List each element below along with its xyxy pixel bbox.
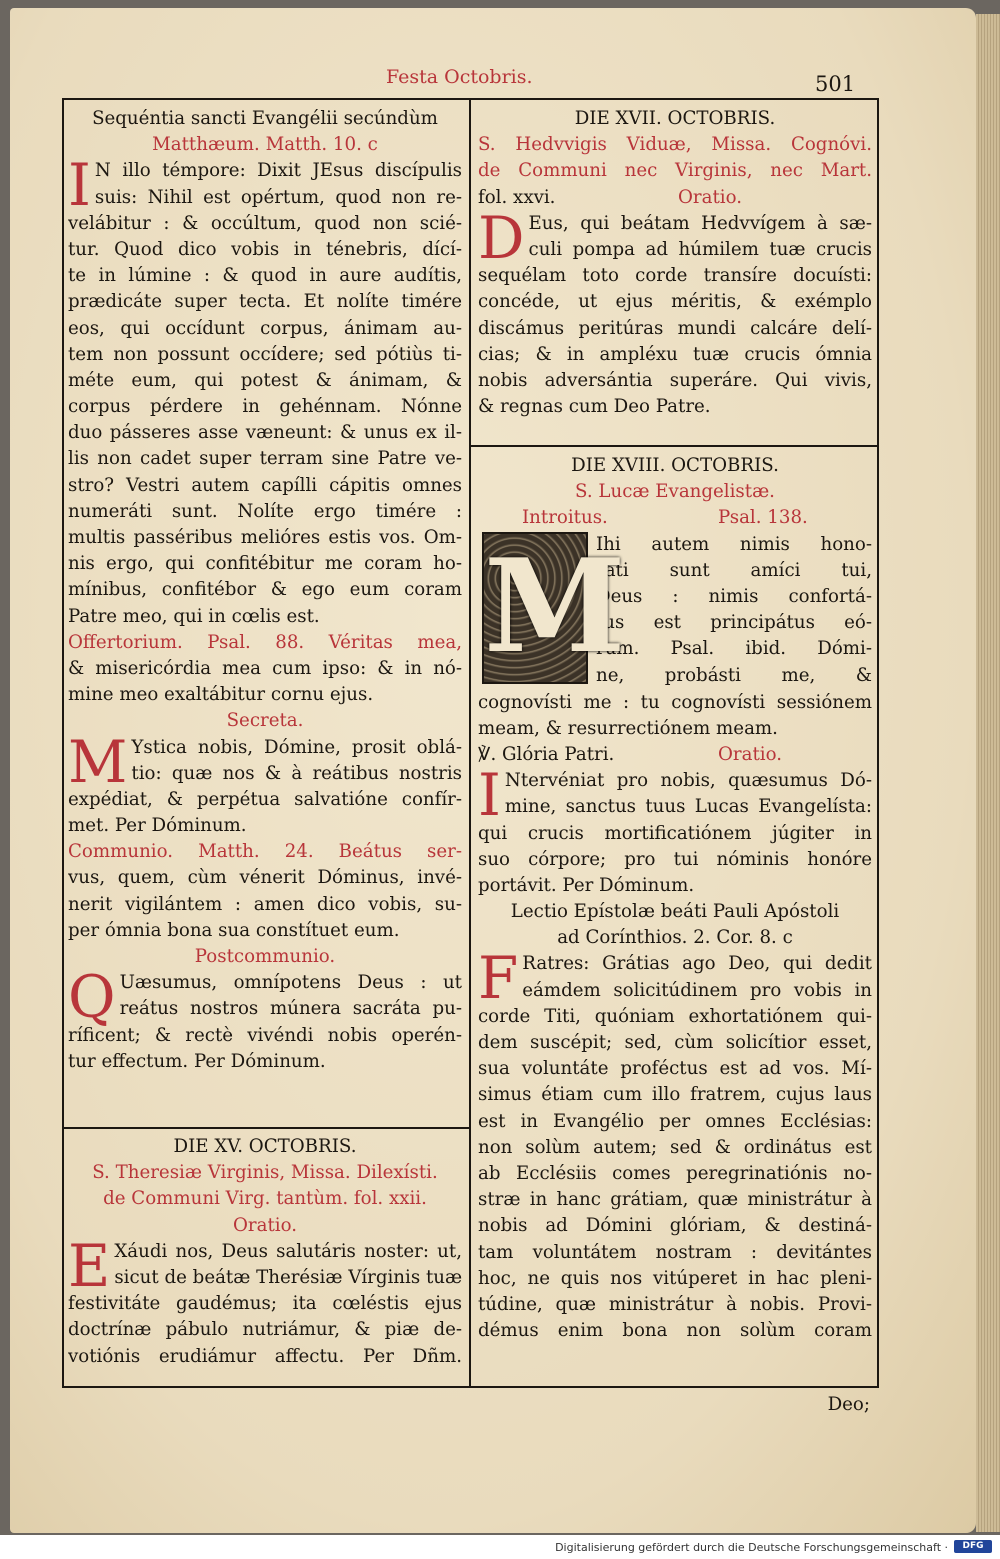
text-line: corpus pérdere in gehénnam. Nónne	[68, 396, 462, 418]
day17-section	[478, 106, 872, 420]
text-line: lis non cadet super terram sine Patre ve-	[68, 448, 462, 470]
day18-title: DIE XVIII. OCTOBRIS.	[571, 455, 779, 476]
text-line: Eus, qui beátam Hedvvígem à sæ-	[528, 212, 872, 234]
text-line: expédiat, & perpétua salvatióne confír-	[68, 788, 462, 810]
text-line: Offertorium. Psal. 88. Véritas mea,	[68, 631, 462, 653]
text-line: votiónis erudiámur affectu. Per Dñm.	[68, 1345, 462, 1367]
text-line: eos, qui occídunt corpus, ánimam au-	[68, 317, 462, 339]
text-line: Sequéntia sancti Evangélii secúndùm	[92, 108, 438, 129]
text-line: ríficent; & rectè vivéndi nobis operén-	[68, 1024, 462, 1046]
text-line: Deus : nimis confortá-	[596, 585, 872, 607]
running-head: Festa Octobris.	[386, 66, 533, 88]
text-line: velábitur : & occúltum, quod non scié-	[68, 212, 462, 234]
day17-mass: S. Hedvvigis Viduæ, Missa. Cognóvi.	[478, 134, 872, 156]
day18-oratio: Oratio.	[718, 743, 782, 765]
text-line: duo pásseres asse væneunt: & unus ex il-	[68, 422, 462, 444]
drop-capital-f: F	[478, 944, 519, 1013]
initial-letter-m: M	[484, 531, 626, 682]
text-line: numeráti sunt. Nolíte ergo timére :	[68, 500, 462, 522]
text-line: meam, & resurrectiónem meam.	[478, 717, 778, 739]
text-line: vus, quem, cùm vénerit Dóminus, invé-	[68, 867, 462, 889]
text-line: ne, probásti me, &	[596, 664, 872, 686]
text-line: sua voluntáte proféctus est ad vos. Mí-	[478, 1058, 872, 1080]
text-line: dem suscépit; sed, cùm solicítior esset,	[478, 1032, 872, 1053]
text-line: túdine, quæ ministrátur à nobis. Provi-	[478, 1293, 872, 1315]
text-line: cias; & in ampléxu tuæ crucis ómnia	[478, 343, 872, 365]
introitus-label: Introitus.	[522, 507, 608, 529]
center-rule	[469, 98, 471, 1388]
text-line: sequélam toto corde transíre docuísti:	[478, 265, 872, 287]
text-line: Ystica nobis, Dómine, prosit oblá-	[131, 736, 462, 758]
text-line: discámus peritúras mundi calcáre delí-	[478, 317, 872, 339]
versicle-gloria: ℣. Glória Patri.	[478, 743, 615, 765]
text-line: tam voluntátem nostram : devitántes	[478, 1241, 872, 1263]
text-line: te in lúmine : & quod in aure audítis,	[68, 265, 462, 287]
text-line: suo córpore; pro tui nóminis honóre	[478, 848, 872, 870]
left-section-rule	[62, 1127, 470, 1129]
text-line: nobis ad Dómini glóriam, & destiná-	[478, 1215, 872, 1237]
day15-section	[68, 1134, 462, 1370]
text-line: tio: quæ nos & à reátibus nostris	[131, 762, 462, 784]
day15-oratio: Oratio.	[233, 1214, 297, 1236]
text-line: festivitáte gaudémus; ita cœléstis ejus	[68, 1293, 462, 1315]
drop-capital-d: D	[478, 203, 525, 272]
introitus-psalm: Psal. 138.	[718, 507, 808, 529]
text-line: Ratres: Grátias ago Deo, qui dedit	[522, 953, 872, 975]
ornamental-initial	[482, 531, 626, 684]
text-line: Secreta.	[226, 710, 304, 732]
text-line: ab Ecclésiis comes peregrinatiónis no-	[478, 1162, 872, 1184]
text-line: Xáudi nos, Deus salutáris noster: ut,	[114, 1240, 462, 1262]
text-line: qui crucis mortificatiónem júgiter in	[478, 822, 872, 844]
day18-saint: S. Lucæ Evangelistæ.	[575, 481, 775, 503]
text-line: simus étiam cum illo fratrem, cujus laus	[478, 1084, 872, 1106]
lectio-reference: ad Corínthios. 2. Cor. 8. c	[557, 927, 793, 949]
day17-oratio: Oratio.	[678, 186, 742, 208]
drop-capital-m: M	[68, 727, 128, 796]
text-line: sicut de beátæ Therésiæ Vírginis tuæ	[114, 1266, 462, 1288]
day15-title: DIE XV. OCTOBRIS.	[173, 1136, 357, 1157]
text-line: stro? Vestri autem capílli cápitis omnes	[68, 474, 462, 496]
text-line: méte eum, qui potest & ánimam, &	[68, 369, 462, 391]
text-line: Uæsumus, omnípotens Deus : ut	[119, 972, 462, 994]
text-line: & misericórdia mea cum ipso: & in nó-	[68, 657, 462, 679]
text-line: tur effectum. Per Dóminum.	[68, 1050, 326, 1072]
text-line: non solùm autem; sed & ordinátus est	[478, 1136, 872, 1158]
text-line: stræ in hanc grátiam, quæ ministrátur à	[478, 1189, 872, 1211]
text-line: tus est principátus eó-	[596, 612, 872, 634]
text-line: hoc, ne quis nos vitúperet in hac pleni-	[478, 1267, 872, 1289]
right-section-rule	[470, 445, 878, 447]
text-line: tur. Quod dico vobis in ténebris, dící-	[68, 238, 462, 260]
footer-bar	[0, 1535, 1000, 1559]
bottom-rule	[62, 1386, 879, 1388]
text-line: mine meo exaltábitur cornu ejus.	[68, 684, 374, 706]
dfg-logo: DFG	[954, 1540, 992, 1553]
text-line: multis passéribus melióres estis vos. Om-	[68, 527, 462, 548]
drop-capital-e: E	[68, 1231, 111, 1300]
page-number: 501	[815, 72, 856, 96]
text-line: corde Titi, quóniam exhortatiónem qui-	[478, 1005, 872, 1027]
text-line: suis: Nihil est opértum, quod non re-	[94, 186, 462, 208]
text-line: prædicáte super tecta. Et nolíte timére	[68, 291, 462, 313]
text-line: Matthæum. Matth. 10. c	[152, 134, 378, 156]
text-line: mínibus, confitébor & ego eum coram	[68, 579, 462, 601]
day15-commune: de Communi Virg. tantùm. fol. xxii.	[103, 1188, 427, 1210]
page-edges	[976, 14, 1000, 1532]
text-line: met. Per Dóminum.	[68, 815, 247, 837]
text-line: portávit. Per Dóminum.	[478, 874, 695, 896]
text-line: tem non possunt occídere; sed pótiùs ti-	[68, 343, 462, 365]
day17-commune: de Communi nec Virginis, nec Mart.	[478, 160, 872, 182]
drop-capital-q: Q	[68, 963, 116, 1032]
text-line: concéde, ut ejus méritis, & exémplo	[478, 291, 872, 313]
drop-capital-i: I	[68, 151, 91, 220]
drop-capital-i: I	[478, 761, 501, 830]
text-line: Patre meo, qui in cœlis est.	[68, 605, 320, 627]
left-column	[68, 106, 462, 1075]
text-line: nerit vigilántem : amen dico vobis, su-	[68, 893, 462, 915]
text-line: mine, sanctus tuus Lucas Evangelísta:	[504, 796, 872, 818]
day17-title: DIE XVII. OCTOBRIS.	[574, 108, 776, 129]
day18-section	[478, 453, 872, 1344]
footer-credit: Digitalisierung gefördert durch die Deutsche Forschungsgemeinschaft ·	[555, 1541, 948, 1554]
text-line: rum. Psal. ibid. Dómi-	[596, 638, 872, 660]
text-line: démus enim bona non solùm coram	[478, 1320, 872, 1342]
text-line: est in Evangélio per omnes Ecclésias:	[478, 1110, 872, 1132]
lectio-heading: Lectio Epístolæ beáti Pauli Apóstoli	[510, 901, 840, 923]
left-rule	[62, 98, 64, 1388]
text-line: doctrínæ pábulo nutriámur, & piæ de-	[68, 1319, 462, 1341]
text-line: Postcommunio.	[194, 946, 336, 967]
text-line: cognovísti me : tu cognovísti sessiónem	[478, 691, 872, 713]
text-line: culi pompa ad húmilem tuæ crucis	[528, 238, 872, 260]
catchword: Deo;	[827, 1394, 870, 1415]
text-line: N illo témpore: Dixit JEsus discípulis	[94, 160, 462, 182]
text-line: reátus nostros múnera sacráta pu-	[119, 998, 462, 1020]
text-line: nobis adversántia superáre. Qui vivis,	[478, 369, 872, 391]
text-line: ráti sunt amíci tui,	[596, 559, 872, 581]
text-line: Ntervéniat pro nobis, quæsumus Dó-	[504, 770, 872, 792]
text-line: per ómnia bona sua constítuet eum.	[68, 919, 400, 941]
right-rule	[877, 98, 879, 1388]
text-line: Communio. Matth. 24. Beátus ser-	[68, 841, 462, 863]
day15-mass: S. Theresiæ Virginis, Missa. Dilexísti.	[92, 1162, 438, 1184]
text-line: nis ergo, qui confitébitur me coram ho-	[68, 553, 462, 575]
day17-fol: fol. xxvi.	[478, 186, 556, 208]
text-line: Ihi autem nimis hono-	[596, 533, 872, 555]
text-line: eámdem solicitúdinem pro vobis in	[522, 979, 872, 1001]
text-line: & regnas cum Deo Patre.	[478, 396, 711, 418]
